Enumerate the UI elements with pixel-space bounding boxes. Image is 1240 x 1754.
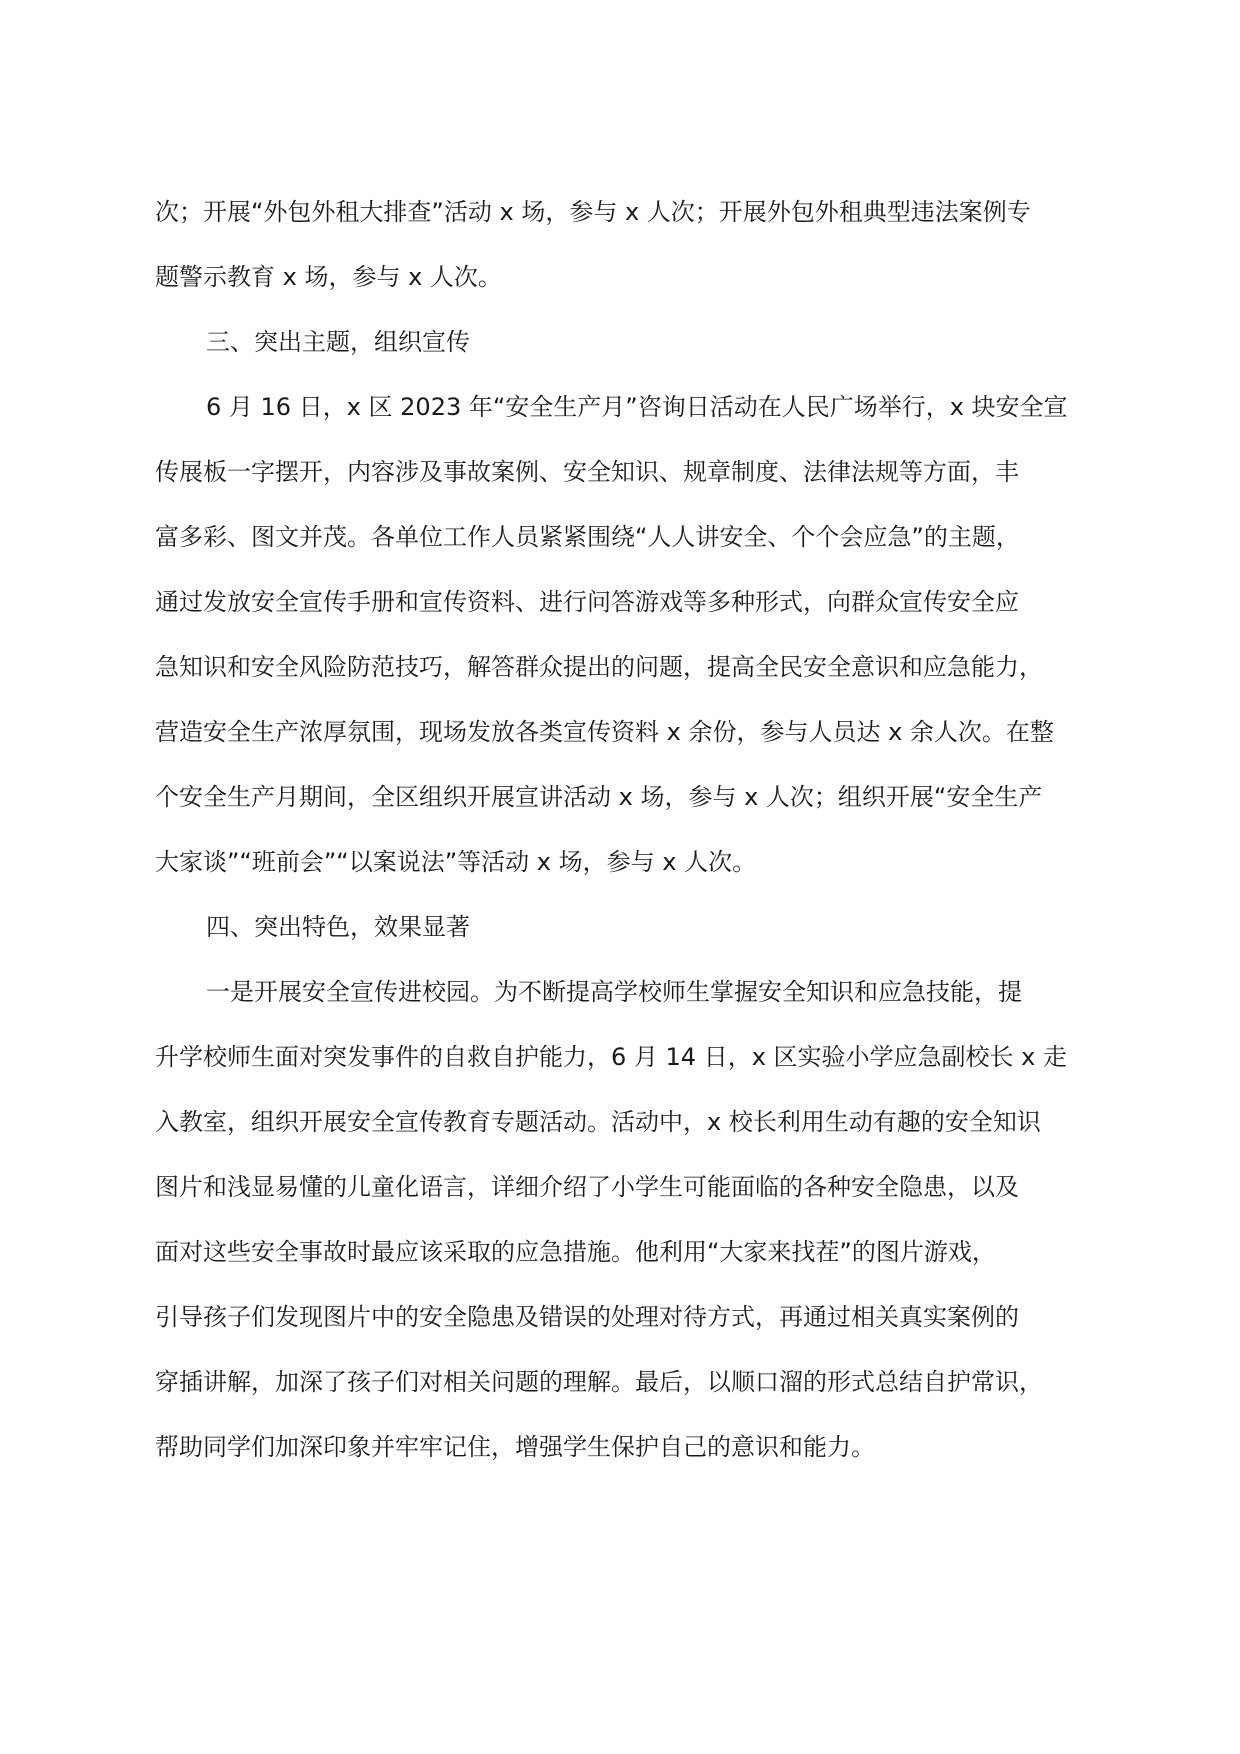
document-body [155, 180, 1085, 1480]
paragraph-continued [155, 180, 1085, 310]
paragraph-consultation-day [155, 375, 1085, 895]
text-line: 大家谈”“班前会”“以案说法”等活动 x 场，参与 x 人次。 [155, 848, 757, 876]
text-line: 个安全生产月期间，全区组织开展宣讲活动 x 场，参与 x 人次；组织开展“安全生产 [155, 783, 1043, 811]
text-line: 引导孩子们发现图片中的安全隐患及错误的处理对待方式，再通过相关真实案例的 [155, 1303, 1019, 1331]
text-line: 面对这些安全事故时最应该采取的应急措施。他利用“大家来找茬”的图片游戏， [155, 1238, 996, 1266]
text-line: 传展板一字摆开，内容涉及事故案例、安全知识、规章制度、法律法规等方面，丰 [155, 458, 1019, 486]
text-line: 入教室，组织开展安全宣传教育专题活动。活动中，x 校长利用生动有趣的安全知识 [155, 1108, 1041, 1136]
text-line: 题警示教育 x 场，参与 x 人次。 [155, 263, 502, 291]
text-line: 穿插讲解，加深了孩子们对相关问题的理解。最后，以顺口溜的形式总结自护常识， [155, 1368, 1043, 1396]
text-line: 升学校师生面对突发事件的自救自护能力，6 月 14 日，x 区实验小学应急副校长 x 走 [155, 1043, 1067, 1071]
paragraph-school-campaign [155, 960, 1085, 1480]
text-line: 富多彩、图文并茂。各单位工作人员紧紧围绕“人人讲安全、个个会应急”的主题， [155, 523, 1020, 551]
text-line: 图片和浅显易懂的儿童化语言，详细介绍了小学生可能面临的各种安全隐患，以及 [155, 1173, 1019, 1201]
heading-text: 四、突出特色，效果显著 [206, 913, 470, 941]
heading-text: 三、突出主题，组织宣传 [206, 328, 470, 356]
text-line: 营造安全生产浓厚氛围，现场发放各类宣传资料 x 余份，参与人员达 x 余人次。在整 [155, 718, 1054, 746]
text-line: 6 月 16 日，x 区 2023 年“安全生产月”咨询日活动在人民广场举行，x 块安全宣 [206, 393, 1068, 421]
text-line: 急知识和安全风险防范技巧，解答群众提出的问题，提高全民安全意识和应急能力， [155, 653, 1043, 681]
text-line: 一是开展安全宣传进校园。为不断提高学校师生掌握安全知识和应急技能，提 [206, 978, 1022, 1006]
text-line: 帮助同学们加深印象并牢牢记住，增强学生保护自己的意识和能力。 [155, 1433, 875, 1461]
section-heading-3 [155, 310, 1085, 375]
section-heading-4 [155, 895, 1085, 960]
text-line: 通过发放安全宣传手册和宣传资料、进行问答游戏等多种形式，向群众宣传安全应 [155, 588, 1019, 616]
text-line: 次；开展“外包外租大排查”活动 x 场，参与 x 人次；开展外包外租典型违法案例专 [155, 198, 1031, 226]
